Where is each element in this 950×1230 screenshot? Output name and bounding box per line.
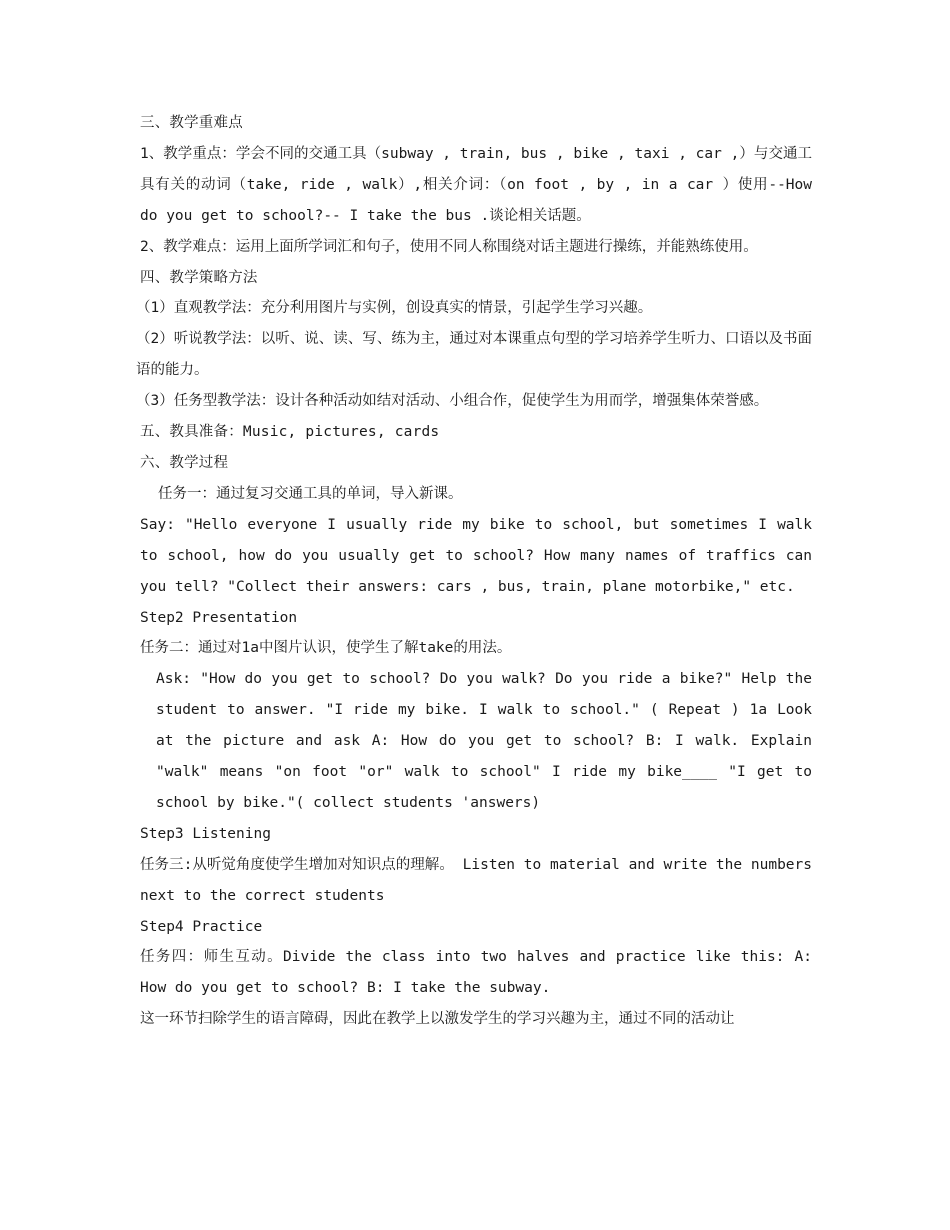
step3-heading: Step3 Listening <box>140 825 271 842</box>
step4-heading: Step4 Practice <box>140 918 263 935</box>
section-heading-5: 五、教具准备：Music, pictures, cards <box>140 424 440 441</box>
document-page <box>136 108 812 1035</box>
strategy-item-3: （3）任务型教学法：设计各种活动如结对活动、小组合作，促使学生为用而学，增强集体荣誉感。 <box>136 393 769 410</box>
task-3-paragraph: 任务三:从听觉角度使学生增加对知识点的理解。 Listen to material and write the numbers next to the correct students <box>140 856 812 904</box>
closing-paragraph: 这一环节扫除学生的语言障碍，因此在教学上以激发学生的学习兴趣为主，通过不同的活动让 <box>140 1011 735 1028</box>
section-heading-4: 四、教学策略方法 <box>140 269 258 286</box>
difficult-points-paragraph: 2、教学难点：运用上面所学词汇和句子，使用不同人称围绕对话主题进行操练，并能熟练使用。 <box>140 238 758 255</box>
strategy-item-2: （2）听说教学法：以听、说、读、写、练为主，通过对本课重点句型的学习培养学生听力、口语以及书面语的能力。 <box>136 331 812 379</box>
strategy-item-1: （1）直观教学法：充分利用图片与实例，创设真实的情景，引起学生学习兴趣。 <box>136 300 653 317</box>
ask-paragraph: Ask: "How do you get to school? Do you walk? Do you ride a bike?" Help the student to answer. "I ride my bike. I walk to school." ( Repeat ) 1a Look at the picture and ask A: How do you get to school? B: I walk. Explain "walk" means "on foot "or" walk to school" I ride my bike____ "I get to school by bike."( collect students 'answers) <box>156 671 812 811</box>
task-4-paragraph: 任务四：师生互动。Divide the class into two halves and practice like this: A: How do you get to school? B: I take the subway. <box>140 949 812 997</box>
say-paragraph: Say: "Hello everyone I usually ride my bike to school, but sometimes I walk to school, how do you usually get to school? How many names of traffics can you tell? "Collect their answers: cars , bus, train, plane motorbike," etc. <box>140 516 812 595</box>
section-heading-3: 三、教学重难点 <box>140 115 243 131</box>
task-2-paragraph: 任务二：通过对1a中图片认识，使学生了解take的用法。 <box>140 640 512 657</box>
section-heading-6: 六、教学过程 <box>140 454 229 471</box>
step2-heading: Step2 Presentation <box>140 609 298 626</box>
task-1-paragraph: 任务一：通过复习交通工具的单词，导入新课。 <box>158 485 463 502</box>
key-points-paragraph: 1、教学重点：学会不同的交通工具（subway , train, bus , bike , taxi , car ,）与交通工具有关的动词（take, ride , walk）,相关介词：（on foot , by , in a car ）使用--How do you get to school?-- I take the bus .谈论相关话题。 <box>140 145 812 224</box>
